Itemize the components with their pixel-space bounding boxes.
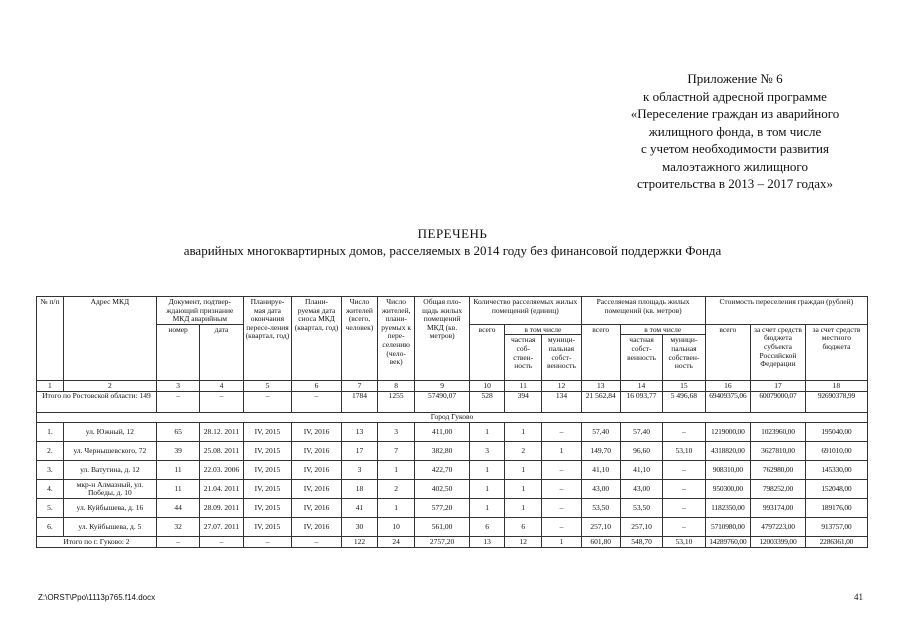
column-number: 16: [705, 381, 750, 392]
city-name: Город Гуково: [37, 413, 868, 423]
houses-table: [36, 296, 868, 548]
total-cell: 21 562,84: [581, 392, 620, 413]
column-number: 2: [63, 381, 156, 392]
total-cell: –: [200, 392, 243, 413]
header-area-group: Расселяемая площадь жилых помещений (кв. метров): [581, 297, 705, 325]
table-cell: 41,10: [620, 461, 662, 480]
header-planned-demolition: Плани-руемая дата сноса МКД (квартал, год): [292, 297, 342, 381]
column-numbers-row: [37, 381, 868, 392]
table-cell: 17: [341, 442, 377, 461]
table-cell: 798252,00: [751, 480, 806, 499]
header-subject-funds: за счет средств бюджета субъекта Российской Федерации: [751, 324, 806, 381]
total-cell: 2757,20: [415, 537, 470, 548]
table-cell: 577,20: [415, 499, 470, 518]
table-cell: 382,80: [415, 442, 470, 461]
table-cell: 3: [470, 442, 505, 461]
city-total-label: Итого по г. Гуково: 2: [37, 537, 157, 548]
total-cell: 394: [505, 392, 542, 413]
table-cell: 1: [542, 442, 581, 461]
address-cell: ул. Куйбышева, д. 5: [63, 518, 156, 537]
table-cell: 6: [505, 518, 542, 537]
table-cell: 41,10: [581, 461, 620, 480]
table-cell: IV, 2015: [243, 499, 292, 518]
table-cell: 152048,00: [805, 480, 867, 499]
table-cell: 1: [470, 499, 505, 518]
total-cell: 134: [542, 392, 581, 413]
total-cell: 14289760,00: [705, 537, 750, 548]
table-cell: 422,70: [415, 461, 470, 480]
total-cell: 2286361,00: [805, 537, 867, 548]
column-number: 15: [663, 381, 705, 392]
table-cell: 39: [156, 442, 199, 461]
header-municipal: муници-пальная собст-венность: [542, 335, 581, 381]
appendix-line: жилищного фонда, в том числе: [648, 123, 822, 139]
header-count-total: всего: [470, 324, 505, 381]
table-cell: IV, 2015: [243, 518, 292, 537]
table-cell: 257,10: [581, 518, 620, 537]
table-cell: 908310,00: [705, 461, 750, 480]
header-count-incl: в том числе: [505, 324, 581, 335]
table-cell: 11: [156, 461, 199, 480]
address-cell: ул. Чернышевского, 72: [63, 442, 156, 461]
table-cell: IV, 2016: [292, 518, 342, 537]
table-cell: 3.: [37, 461, 64, 480]
table-cell: 27.07. 2011: [200, 518, 243, 537]
table-cell: 2.: [37, 442, 64, 461]
column-number: 5: [243, 381, 292, 392]
region-total-label: Итого по Ростовской области: 149: [37, 392, 157, 413]
table-cell: 65: [156, 423, 199, 442]
table-cell: 44: [156, 499, 199, 518]
column-number: 9: [415, 381, 470, 392]
table-cell: –: [663, 518, 705, 537]
table-cell: IV, 2016: [292, 499, 342, 518]
table-cell: –: [663, 480, 705, 499]
total-cell: 1255: [378, 392, 415, 413]
table-cell: 2: [505, 442, 542, 461]
table-cell: 762980,00: [751, 461, 806, 480]
column-number: 12: [542, 381, 581, 392]
document-title: [0, 226, 905, 259]
table-cell: –: [542, 461, 581, 480]
column-number: 18: [805, 381, 867, 392]
column-number: 6: [292, 381, 342, 392]
total-cell: –: [156, 392, 199, 413]
table-cell: –: [663, 423, 705, 442]
total-cell: 122: [341, 537, 377, 548]
header-doc: Документ, подтвер-ждающий признание МКД аварийным: [156, 297, 243, 325]
total-cell: –: [243, 537, 292, 548]
table-cell: 6.: [37, 518, 64, 537]
table-cell: 257,10: [620, 518, 662, 537]
total-cell: –: [243, 392, 292, 413]
total-cell: –: [200, 537, 243, 548]
total-cell: –: [156, 537, 199, 548]
title-line-2: аварийных многоквартирных домов, расселяемых в 2014 году без финансовой поддержки Фонда: [183, 243, 722, 258]
table-row: [37, 518, 868, 537]
table-cell: 1: [470, 480, 505, 499]
table-cell: 28.09. 2011: [200, 499, 243, 518]
table-cell: 13: [341, 423, 377, 442]
total-cell: 528: [470, 392, 505, 413]
region-total-row: [37, 392, 868, 413]
appendix-line: с учетом необходимости развития: [641, 141, 829, 156]
total-cell: –: [292, 537, 342, 548]
total-cell: 16 093,77: [620, 392, 662, 413]
header-residents: Число жителей (всего, человек): [341, 297, 377, 381]
total-cell: 13: [470, 537, 505, 548]
header-cost-group: Стоимость переселения граждан (рублей): [705, 297, 867, 325]
table-cell: 3: [341, 461, 377, 480]
table-cell: 3627810,00: [751, 442, 806, 461]
table-cell: –: [542, 423, 581, 442]
appendix-line: Приложение № 6: [687, 71, 783, 86]
table-cell: 4.: [37, 480, 64, 499]
table-cell: 22.03. 2006: [200, 461, 243, 480]
total-cell: –: [292, 392, 342, 413]
table-cell: 993174,00: [751, 499, 806, 518]
table-cell: 1: [505, 423, 542, 442]
column-number: 10: [470, 381, 505, 392]
address-cell: мкр-н Алмазный, ул. Победы, д. 10: [63, 480, 156, 499]
total-cell: 1: [542, 537, 581, 548]
table-cell: 1.: [37, 423, 64, 442]
table-cell: 950300,00: [705, 480, 750, 499]
table-cell: IV, 2015: [243, 442, 292, 461]
table-cell: –: [542, 499, 581, 518]
table-cell: 561,00: [415, 518, 470, 537]
appendix-line: к областной адресной программе: [643, 88, 827, 104]
table-cell: 1182350,00: [705, 499, 750, 518]
header-count-group: Количество расселяемых жилых помещений (единиц): [470, 297, 582, 325]
address-cell: ул. Куйбышева, д. 16: [63, 499, 156, 518]
header-num: № п/п: [37, 297, 64, 381]
table-cell: 1219000,00: [705, 423, 750, 442]
table-cell: 5.: [37, 499, 64, 518]
table-cell: IV, 2015: [243, 480, 292, 499]
table-cell: IV, 2016: [292, 480, 342, 499]
table-cell: 28.12. 2011: [200, 423, 243, 442]
table-cell: 5710980,00: [705, 518, 750, 537]
header-cost-total: всего: [705, 324, 750, 381]
table-cell: 53,50: [581, 499, 620, 518]
table-cell: 10: [378, 518, 415, 537]
table-cell: 411,00: [415, 423, 470, 442]
table-cell: 2: [378, 480, 415, 499]
table-cell: 1023960,00: [751, 423, 806, 442]
table-cell: 1: [505, 461, 542, 480]
header-area-incl: в том числе: [620, 324, 705, 335]
header-area-total: всего: [581, 324, 620, 381]
column-number: 8: [378, 381, 415, 392]
table-cell: IV, 2015: [243, 461, 292, 480]
total-cell: 69409375,06: [705, 392, 750, 413]
city-total-row: [37, 537, 868, 548]
table-cell: –: [663, 461, 705, 480]
file-path: Z:\ORST\Ppo\1113p765.f14.docx: [38, 593, 156, 602]
column-number: 13: [581, 381, 620, 392]
table-cell: –: [663, 499, 705, 518]
address-cell: ул. Южный, 12: [63, 423, 156, 442]
table-cell: 1: [378, 461, 415, 480]
header-private: частная соб-ствен-ность: [505, 335, 542, 381]
table-cell: 96,60: [620, 442, 662, 461]
appendix-line: «Переселение граждан из аварийного: [630, 106, 840, 121]
page-number: 41: [854, 592, 863, 602]
total-cell: 601,80: [581, 537, 620, 548]
table-row: [37, 423, 868, 442]
table-cell: 21.04. 2011: [200, 480, 243, 499]
table-cell: 913757,00: [805, 518, 867, 537]
total-cell: 24: [378, 537, 415, 548]
total-cell: 57490,07: [415, 392, 470, 413]
table-row: [37, 499, 868, 518]
column-number: 14: [620, 381, 662, 392]
column-number: 4: [200, 381, 243, 392]
table-cell: 149,70: [581, 442, 620, 461]
table-cell: 43,00: [581, 480, 620, 499]
table-cell: 189176,00: [805, 499, 867, 518]
column-number: 17: [751, 381, 806, 392]
total-cell: 1784: [341, 392, 377, 413]
column-number: 11: [505, 381, 542, 392]
total-cell: 53,10: [663, 537, 705, 548]
table-cell: 3: [378, 423, 415, 442]
total-cell: 5 496,68: [663, 392, 705, 413]
table-cell: 25.08. 2011: [200, 442, 243, 461]
total-cell: 60079000,07: [751, 392, 806, 413]
table-cell: 1: [378, 499, 415, 518]
table-cell: 43,00: [620, 480, 662, 499]
table-cell: IV, 2016: [292, 423, 342, 442]
appendix-line: строительства в 2013 – 2017 годах»: [636, 176, 834, 191]
header-planned-end: Планируе-мая дата окончания пересе-ления (квартал, год): [243, 297, 292, 381]
table-cell: 4318820,00: [705, 442, 750, 461]
header-address: Адрес МКД: [63, 297, 156, 381]
table-cell: IV, 2016: [292, 461, 342, 480]
table-row: [37, 480, 868, 499]
table-cell: 57,40: [620, 423, 662, 442]
table-cell: IV, 2016: [292, 442, 342, 461]
table-row: [37, 461, 868, 480]
table-cell: 11: [156, 480, 199, 499]
table-cell: 4797223,00: [751, 518, 806, 537]
total-cell: 92690378,99: [805, 392, 867, 413]
header-doc-date: дата: [200, 324, 243, 381]
table-cell: 53,50: [620, 499, 662, 518]
table-cell: 41: [341, 499, 377, 518]
table-cell: 691010,00: [805, 442, 867, 461]
table-row: [37, 442, 868, 461]
header-private-area: частная собст-венность: [620, 335, 662, 381]
header-row-1: [37, 297, 868, 325]
table-cell: 53,10: [663, 442, 705, 461]
table-cell: 1: [505, 480, 542, 499]
appendix-header: [605, 70, 865, 193]
table-cell: 30: [341, 518, 377, 537]
table-cell: 402,50: [415, 480, 470, 499]
table-cell: IV, 2015: [243, 423, 292, 442]
table-cell: 6: [470, 518, 505, 537]
table-cell: 1: [505, 499, 542, 518]
header-residents-planned: Число жителей, плани-руемых к пере-селению (чело-век): [378, 297, 415, 381]
table-cell: 1: [470, 423, 505, 442]
total-cell: 12003399,00: [751, 537, 806, 548]
total-cell: 12: [505, 537, 542, 548]
column-number: 7: [341, 381, 377, 392]
city-row: [37, 413, 868, 423]
table-cell: –: [542, 480, 581, 499]
table-cell: –: [542, 518, 581, 537]
column-number: 1: [37, 381, 64, 392]
table-cell: 1: [470, 461, 505, 480]
total-cell: 548,70: [620, 537, 662, 548]
column-number: 3: [156, 381, 199, 392]
appendix-line: малоэтажного жилищного: [662, 158, 808, 174]
table-cell: 18: [341, 480, 377, 499]
title-line-1: ПЕРЕЧЕНЬ: [417, 226, 488, 241]
table-cell: 195040,00: [805, 423, 867, 442]
table-cell: 57,40: [581, 423, 620, 442]
table-cell: 7: [378, 442, 415, 461]
header-municipal-area: муници-пальная собствен-ность: [663, 335, 705, 381]
table-cell: 32: [156, 518, 199, 537]
header-total-area: Общая пло-щадь жилых помещений МКД (кв. метров): [415, 297, 470, 381]
address-cell: ул. Ватутина, д. 12: [63, 461, 156, 480]
table-cell: 145330,00: [805, 461, 867, 480]
table-body: [37, 423, 868, 537]
header-local-funds: за счет средств местного бюджета: [805, 324, 867, 381]
header-doc-number: номер: [156, 324, 199, 381]
